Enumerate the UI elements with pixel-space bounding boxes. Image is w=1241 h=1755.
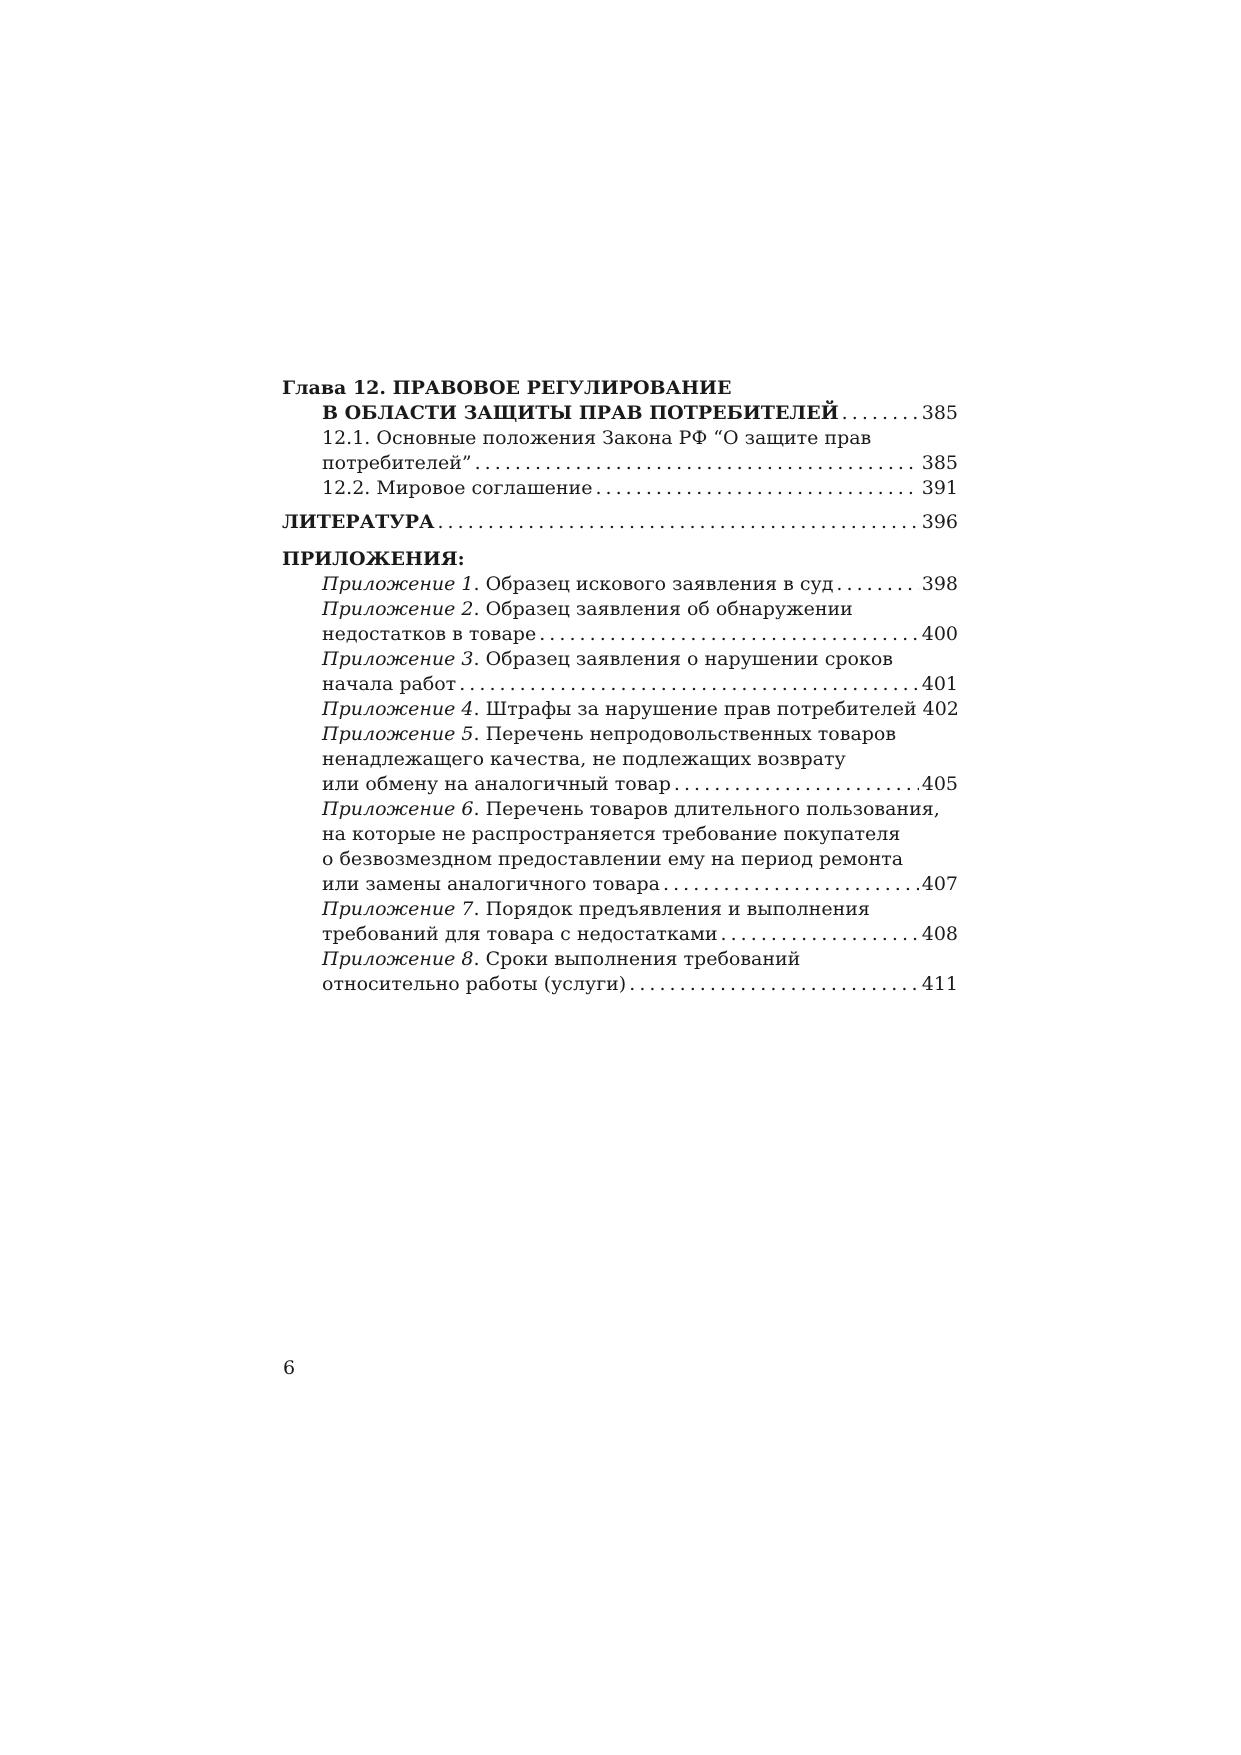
appendix-title-cont: относительно работы (услуги) — [322, 973, 627, 995]
dot-leader — [595, 476, 918, 501]
appendix-title-cont: на которые не распространяется требование покупателя — [322, 823, 901, 845]
chapter-page: 385 — [921, 402, 958, 424]
chapter-title-line1 — [282, 376, 958, 401]
appendix-3-line1 — [282, 647, 958, 672]
dot-leader — [629, 972, 919, 997]
appendix-page: 411 — [921, 973, 958, 995]
appendix-title-cont: или замены аналогичного товара — [322, 873, 660, 895]
appendix-title: . Перечень непродовольственных товаров — [473, 723, 897, 745]
appendix-2-line2 — [282, 622, 958, 647]
appendix-label: Приложение 6 — [322, 798, 474, 820]
appendix-title-cont: начала работ — [322, 673, 457, 695]
appendix-8-line1 — [282, 947, 958, 972]
appendix-page: 405 — [921, 773, 958, 795]
table-of-contents — [282, 376, 958, 997]
appendix-8-line2 — [282, 972, 958, 997]
section-12-1-line2 — [282, 451, 958, 476]
chapter-title-line2 — [282, 401, 958, 426]
section-page: 385 — [921, 452, 958, 474]
appendix-page: 398 — [921, 573, 958, 595]
appendix-title-cont: или обмену на аналогичный товар — [322, 773, 671, 795]
chapter-title: В ОБЛАСТИ ЗАЩИТЫ ПРАВ ПОТРЕБИТЕЛЕЙ — [322, 402, 839, 424]
section-page: 391 — [921, 477, 958, 499]
appendix-5-line1 — [282, 722, 958, 747]
appendix-label: Приложение 1 — [322, 573, 474, 595]
dot-leader — [842, 401, 919, 426]
dot-leader — [437, 510, 918, 535]
appendix-title-cont: ненадлежащего качества, не подлежащих возврату — [322, 748, 846, 770]
appendix-page: 407 — [921, 873, 958, 895]
literature-page: 396 — [921, 511, 958, 533]
appendix-label: Приложение 7 — [322, 898, 474, 920]
dot-leader — [539, 622, 919, 647]
dot-leader — [721, 922, 919, 947]
dot-leader — [475, 451, 919, 476]
appendix-title-cont: недостатков в товаре — [322, 623, 537, 645]
chapter-label: Глава 12. ПРАВОВОЕ РЕГУЛИРОВАНИЕ — [282, 377, 732, 399]
appendix-label: Приложение 3 — [322, 648, 474, 670]
appendix-page: 402 — [922, 698, 959, 720]
appendix-1 — [282, 572, 958, 597]
dot-leader — [674, 772, 919, 797]
appendix-3-line2 — [282, 672, 958, 697]
appendix-title: . Штрафы за нарушение прав потребителей — [473, 698, 917, 720]
appendix-label: Приложение 5 — [322, 723, 474, 745]
appendix-2-line1 — [282, 597, 958, 622]
page-number: 6 — [283, 1357, 296, 1379]
dot-leader — [459, 672, 919, 697]
appendix-title-cont: требований для товара с недостатками — [322, 923, 718, 945]
appendix-title: . Перечень товаров длительного пользования, — [473, 798, 940, 820]
appendix-6-line3 — [282, 847, 958, 872]
appendix-page: 401 — [921, 673, 958, 695]
appendix-6-line4 — [282, 872, 958, 897]
appendix-title: . Порядок предъявления и выполнения — [473, 898, 870, 920]
literature-label: ЛИТЕРАТУРА — [282, 511, 435, 533]
appendix-title: . Образец заявления о нарушении сроков — [473, 648, 893, 670]
dot-leader — [836, 572, 918, 597]
dot-leader — [663, 872, 919, 897]
section-title: 12.2. Мировое соглашение — [322, 477, 593, 499]
appendix-label: Приложение 4 — [322, 698, 474, 720]
appendix-page: 400 — [921, 623, 958, 645]
appendix-title: . Образец заявления об обнаружении — [473, 598, 853, 620]
appendix-label: Приложение 8 — [322, 948, 474, 970]
section-title-cont: потребителей” — [322, 452, 472, 474]
appendix-title-cont: о безвозмездном предоставлении ему на период ремонта — [322, 848, 904, 870]
appendix-4 — [282, 697, 958, 722]
section-12-1-line1 — [282, 426, 958, 451]
appendix-5-line2 — [282, 747, 958, 772]
appendices-heading: ПРИЛОЖЕНИЯ: — [282, 548, 465, 570]
appendix-title: . Сроки выполнения требований — [473, 948, 801, 970]
appendix-5-line3 — [282, 772, 958, 797]
appendix-title: . Образец искового заявления в суд — [473, 573, 834, 595]
appendix-6-line2 — [282, 822, 958, 847]
appendix-7-line2 — [282, 922, 958, 947]
section-title: 12.1. Основные положения Закона РФ “О защите прав — [322, 427, 872, 449]
section-12-2 — [282, 476, 958, 501]
literature-entry — [282, 510, 958, 535]
appendix-label: Приложение 2 — [322, 598, 474, 620]
appendix-6-line1 — [282, 797, 958, 822]
appendix-page: 408 — [921, 923, 958, 945]
appendix-7-line1 — [282, 897, 958, 922]
